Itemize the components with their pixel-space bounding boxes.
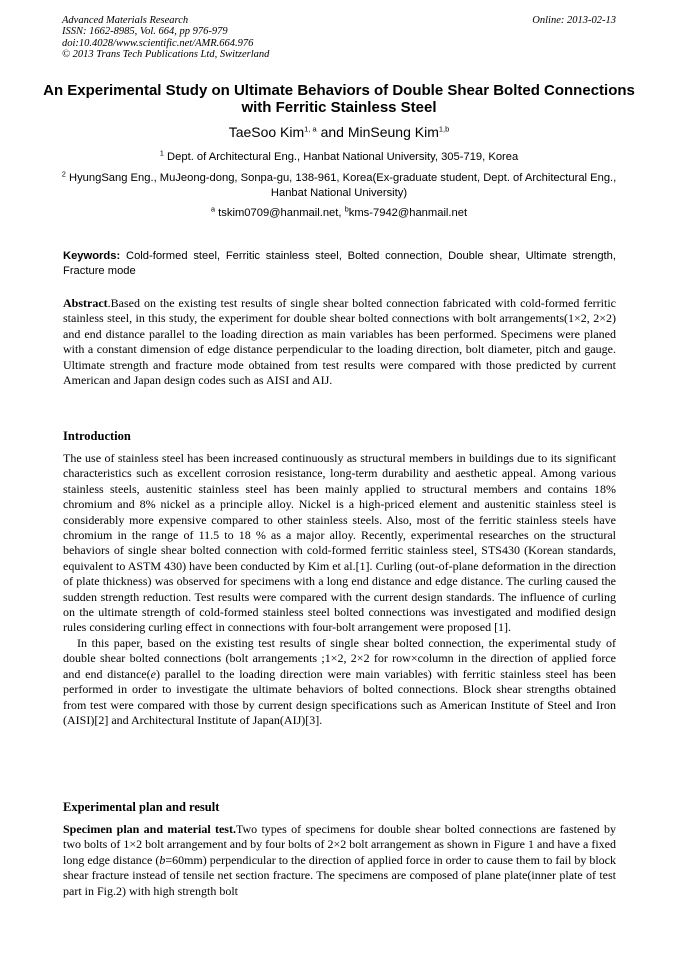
abstract — [63, 296, 616, 388]
journal-header — [62, 15, 616, 61]
introduction-heading: Introduction — [63, 429, 131, 443]
affiliation-1-text: Dept. of Architectural Eng., Hanbat National University, 305-719, Korea — [163, 151, 519, 163]
author-2: MinSeung Kim — [347, 124, 439, 140]
author-1-sup: 1, a — [304, 124, 317, 134]
keywords — [63, 249, 616, 278]
abstract-text: .Based on the existing test results of single shear bolted connection fabricated with cold-formed ferritic stainless steel, in this study, the experiment for double shear bolted connections with bolt arrangements(1×2, 2×2) and end distance parallel to the loading direction as main variables has been performed. Specimens were planed with a constant dimension of edge distance perpendicular to the loading direction, bolt diameter, pitch and gauge. Ultimate strength and fracture mode obtained from test results were compared with those predicted by current American and Japan design codes such as AISI and AIJ. — [63, 296, 616, 388]
author-2-sup: 1,b — [438, 124, 450, 134]
paper-title: An Experimental Study on Ultimate Behaviors of Double Shear Bolted Connections with Ferritic Stainless Steel — [43, 82, 635, 116]
affiliation-2 — [60, 171, 618, 200]
intro-paragraph-1: The use of stainless steel has been increased continuously as structural members in buildings due to its significant characteristics such as excellent corrosion resistance, long-term durability and aesthetic appeal. Among various stainless steels, austenitic stainless steel has been mainly applied to structural members and contains 18% chromium and 8% nickel as a principle alloy. Nickel is a high-priced element and austenitic stainless steel is considerably more expensive compared to other stainless steels. Also, most of the ferritic stainless steels have chromium in the range of 11.5 to 18 % as a major alloy. Recently, experimental researches on the structural behaviors of single shear bolted connection with cold-formed ferritic stainless steel, STS430 (Korean standards, equivalent to ASTM 430) have been conducted by Kim et al.[1]. Curling (out-of-plane deformation in the direction of plate thickness) was observed for specimens with a long end distance and edge distance. The curling caused the sudden strength reduction. Test results were compared with the current design standards. The influence of curling on the ultimate strength of cold-formed stainless steel bolted connections was investigated and modified design rules considering curling effect in connections with four-bolt arrangement were proposed [1]. — [63, 451, 616, 635]
abstract-label: Abstract — [63, 296, 108, 310]
specimen-label: Specimen plan and material test. — [63, 822, 236, 836]
keywords-label: Keywords: — [63, 250, 121, 262]
affiliation-1 — [60, 150, 618, 165]
specimen-text-a: Two types of specimens for double shear bolted connections are fastened by two bolts of 1×2 bolt arrangement and by four bolts of 2×2 bolt arrangement as shown in Figure 1 and have a fixed long edge distance ( — [63, 822, 616, 867]
email-a[interactable]: tskim0709@hanmail.net, — [215, 207, 345, 219]
intro-p2-var-e: e — [150, 666, 156, 681]
journal-name: Advanced Materials Research — [62, 15, 189, 26]
author-and: and — [316, 124, 348, 140]
online-date: Online: 2013-02-13 — [532, 15, 616, 26]
email-line — [60, 206, 618, 221]
affiliation-1-sup: 1 — [159, 148, 164, 158]
affiliation-2-sup: 2 — [61, 169, 66, 179]
copyright-line: © 2013 Trans Tech Publications Ltd, Switzerland — [62, 49, 270, 61]
specimen-paragraph — [63, 822, 616, 899]
affiliation-2-text: HyungSang Eng., MuJeong-dong, Sonpa-gu, 138-961, Korea(Ex-graduate student, Dept. of Architectural Eng., Hanbat National University) — [65, 172, 617, 199]
email-a-sup: a — [210, 204, 216, 214]
specimen-var-b: b — [159, 852, 166, 867]
specimen-text-c: =60mm) perpendicular to the direction of applied force in order to cause them to fail by block shear fracture instead of tensile net section fracture. The specimens are composed of plane plate(inner plate of test part in Fig.2) with high strength bolt — [63, 852, 616, 898]
intro-paragraph-2 — [63, 636, 616, 728]
keywords-text: Cold-formed steel, Ferritic stainless steel, Bolted connection, Double shear, Ultimate strength, Fracture mode — [63, 250, 616, 277]
experimental-heading: Experimental plan and result — [63, 800, 220, 814]
email-b-sup: b — [344, 204, 349, 214]
author-line — [40, 124, 638, 140]
author-1: TaeSoo Kim — [228, 124, 305, 140]
intro-p2-part-a: In this paper, based on the existing test results of single shear bolted connection, the experimental study of double shear bolted connections (bolt arrangements ;1×2, 2×2 for row×column in the direction of applied force and end distance( — [63, 635, 616, 681]
issn-line: ISSN: 1662-8985, Vol. 664, pp 976-979 — [62, 26, 228, 38]
intro-p2-part-b: ) parallel to the loading direction were main variables) with ferritic stainless steel has been performed in order to investigate the ultimate behaviors of bolted connections. Block shear strengths obtained from test were compared with those by current design specifications such as American Institute of Steel and Iron (AISI)[2] and Architectural Institute of Japan(AIJ)[3]. — [63, 666, 616, 727]
email-b[interactable]: kms-7942@hanmail.net — [348, 207, 468, 219]
doi-line: doi:10.4028/www.scientific.net/AMR.664.976 — [62, 37, 254, 49]
introduction-body — [63, 451, 616, 728]
